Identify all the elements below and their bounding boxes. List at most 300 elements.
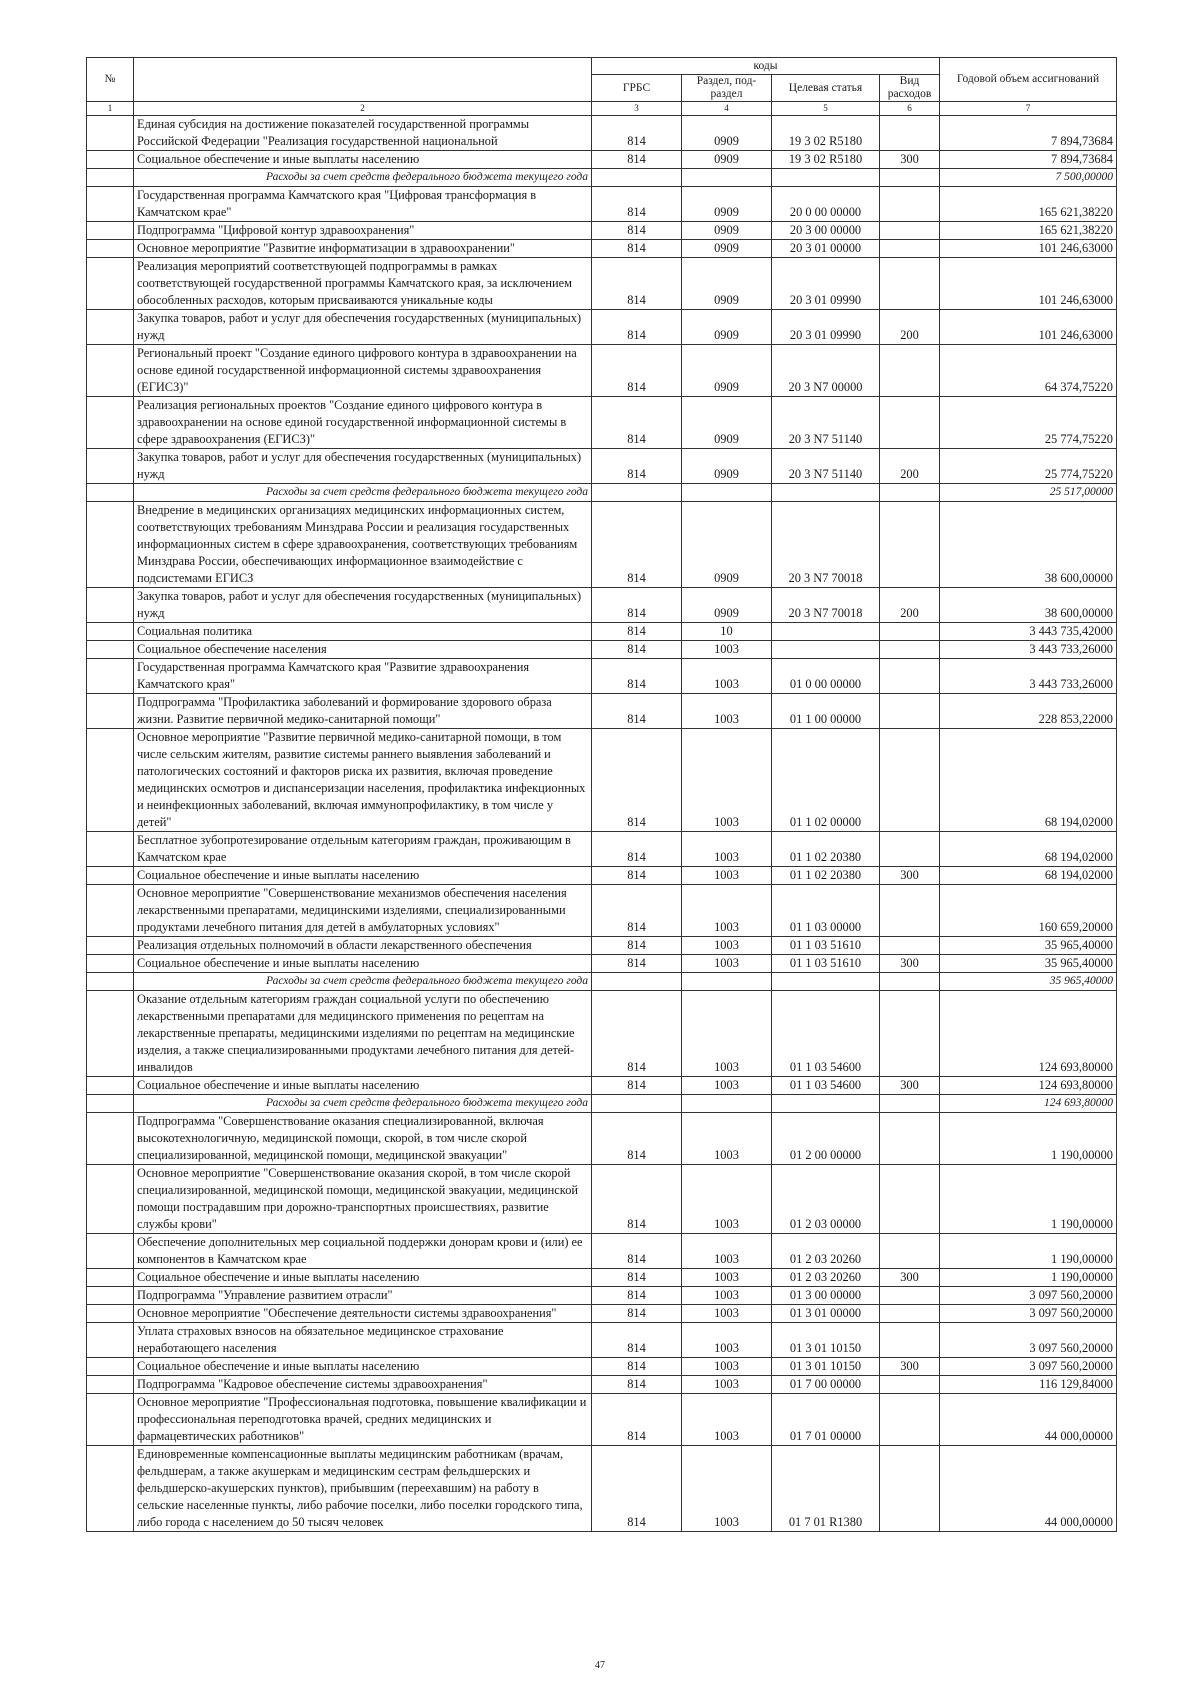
expense-type-cell <box>880 240 940 258</box>
header-expense-type: Вид расходов <box>880 75 940 102</box>
grbs-cell: 814 <box>592 240 682 258</box>
name: Подпрограмма "Совершенствование оказания специализированной, включая высокотехнологичную, медицинской помощи, скорой, в том числе скорой специализированной, медицинской помощи, медицинской эвакуации" <box>134 1113 592 1165</box>
target-cell: 01 3 00 00000 <box>772 1287 880 1305</box>
section-cell: 1003 <box>682 955 772 973</box>
section-cell: 1003 <box>682 832 772 867</box>
grbs-cell: 814 <box>592 729 682 832</box>
target-cell: 20 3 00 00000 <box>772 222 880 240</box>
table-row <box>87 1113 1117 1165</box>
expense-type-cell <box>880 222 940 240</box>
federal-budget-row <box>87 973 1117 991</box>
section-cell: 0909 <box>682 397 772 449</box>
section-cell: 1003 <box>682 1358 772 1376</box>
name: Внедрение в медицинских организациях медицинских информационных систем, соответствующих требованиям Минздрава России и реализация государственных информационных систем в сфере здравоохранения, соответствующих требованиям Минздрава России, обеспечивающих информационное взаимодействие с подсистемами ЕГИСЗ <box>134 502 592 588</box>
amount-cell: 3 097 560,20000 <box>940 1358 1117 1376</box>
amount-cell: 64 374,75220 <box>940 345 1117 397</box>
num <box>87 832 134 867</box>
grbs-cell: 814 <box>592 345 682 397</box>
expense-type-cell <box>880 937 940 955</box>
expense-type-cell <box>880 694 940 729</box>
table-row <box>87 502 1117 588</box>
num <box>87 1095 134 1113</box>
expense-type-cell <box>880 1287 940 1305</box>
num <box>87 449 134 484</box>
target-cell: 01 3 01 10150 <box>772 1358 880 1376</box>
target-cell: 20 3 N7 70018 <box>772 588 880 623</box>
amount-cell: 1 190,00000 <box>940 1234 1117 1269</box>
name: Социальное обеспечение и иные выплаты населению <box>134 151 592 169</box>
amount-cell: 35 965,40000 <box>940 973 1117 991</box>
name: Основное мероприятие "Профессиональная подготовка, повышение квалификации и профессиональная переподготовка врачей, средних медицинских и фармацевтических работников" <box>134 1394 592 1446</box>
target-cell: 01 1 03 51610 <box>772 955 880 973</box>
table-row <box>87 240 1117 258</box>
expense-type-cell: 300 <box>880 1077 940 1095</box>
col-number: 3 <box>592 102 682 116</box>
col-number: 4 <box>682 102 772 116</box>
table-row <box>87 659 1117 694</box>
expense-type-cell <box>880 258 940 310</box>
grbs-cell: 814 <box>592 1323 682 1358</box>
name: Подпрограмма "Профилактика заболеваний и формирование здорового образа жизни. Развитие первичной медико-санитарной помощи" <box>134 694 592 729</box>
expense-type-cell <box>880 484 940 502</box>
section-cell: 1003 <box>682 991 772 1077</box>
amount-cell: 124 693,80000 <box>940 1077 1117 1095</box>
table-row <box>87 867 1117 885</box>
section-cell: 0909 <box>682 222 772 240</box>
num <box>87 1165 134 1234</box>
table-row <box>87 1358 1117 1376</box>
num <box>87 973 134 991</box>
expense-type-cell <box>880 1095 940 1113</box>
amount-cell: 228 853,22000 <box>940 694 1117 729</box>
name: Основное мероприятие "Развитие первичной медико-санитарной помощи, в том числе сельским жителям, развитие системы раннего выявления заболеваний и патологических состояний и факторов риска их развития, включая проведение медицинских осмотров и диспансеризации населения, профилактика инфекционных и неинфекционных заболеваний, включая иммунопрофилактику, в том числе у детей" <box>134 729 592 832</box>
grbs-cell: 814 <box>592 1376 682 1394</box>
grbs-cell: 814 <box>592 1269 682 1287</box>
section-cell: 0909 <box>682 187 772 222</box>
grbs-cell: 814 <box>592 832 682 867</box>
expense-type-cell: 300 <box>880 1269 940 1287</box>
num <box>87 867 134 885</box>
num <box>87 484 134 502</box>
target-cell: 01 2 03 20260 <box>772 1234 880 1269</box>
grbs-cell: 814 <box>592 1305 682 1323</box>
name: Бесплатное зубопротезирование отдельным категориям граждан, проживающим в Камчатском крае <box>134 832 592 867</box>
num <box>87 1305 134 1323</box>
table-row <box>87 1165 1117 1234</box>
name: Социальное обеспечение и иные выплаты населению <box>134 867 592 885</box>
col-number: 6 <box>880 102 940 116</box>
grbs-cell: 814 <box>592 449 682 484</box>
name: Основное мероприятие "Совершенствование механизмов обеспечения населения лекарственными препаратами, медицинскими изделиями, специализированными продуктами лечебного питания для детей в амбулаторных условиях" <box>134 885 592 937</box>
table-row <box>87 885 1117 937</box>
name: Основное мероприятие "Совершенствование оказания скорой, в том числе скорой специализированной, медицинской помощи, медицинской эвакуации, медицинской помощи пострадавшим при дорожно-транспортных происшествиях, развитие службы крови" <box>134 1165 592 1234</box>
grbs-cell: 814 <box>592 1446 682 1532</box>
amount-cell: 101 246,63000 <box>940 240 1117 258</box>
name: Уплата страховых взносов на обязательное медицинское страхование неработающего населения <box>134 1323 592 1358</box>
name: Основное мероприятие "Обеспечение деятельности системы здравоохранения" <box>134 1305 592 1323</box>
expense-type-cell <box>880 1446 940 1532</box>
target-cell: 19 3 02 R5180 <box>772 116 880 151</box>
grbs-cell: 814 <box>592 1077 682 1095</box>
name: Подпрограмма "Цифровой контур здравоохранения" <box>134 222 592 240</box>
amount-cell: 165 621,38220 <box>940 187 1117 222</box>
target-cell: 01 1 02 00000 <box>772 729 880 832</box>
section-cell: 1003 <box>682 867 772 885</box>
table-row <box>87 222 1117 240</box>
expense-type-cell <box>880 187 940 222</box>
target-cell: 20 3 N7 51140 <box>772 397 880 449</box>
amount-cell: 1 190,00000 <box>940 1165 1117 1234</box>
num <box>87 937 134 955</box>
table-row <box>87 729 1117 832</box>
expense-type-cell: 200 <box>880 449 940 484</box>
amount-cell: 1 190,00000 <box>940 1269 1117 1287</box>
table-row <box>87 694 1117 729</box>
num <box>87 955 134 973</box>
page-number: 47 <box>595 1660 605 1671</box>
expense-type-cell <box>880 641 940 659</box>
target-cell <box>772 169 880 187</box>
budget-table <box>86 57 1117 1532</box>
expense-type-cell: 300 <box>880 1358 940 1376</box>
expense-type-cell <box>880 991 940 1077</box>
grbs-cell: 814 <box>592 955 682 973</box>
expense-type-cell: 300 <box>880 955 940 973</box>
expense-type-cell <box>880 169 940 187</box>
amount-cell: 7 894,73684 <box>940 151 1117 169</box>
grbs-cell: 814 <box>592 310 682 345</box>
target-cell: 01 7 01 R1380 <box>772 1446 880 1532</box>
target-cell: 01 2 03 20260 <box>772 1269 880 1287</box>
section-cell: 1003 <box>682 937 772 955</box>
grbs-cell: 814 <box>592 588 682 623</box>
section-cell: 1003 <box>682 1165 772 1234</box>
section-cell: 0909 <box>682 588 772 623</box>
amount-cell: 35 965,40000 <box>940 955 1117 973</box>
target-cell: 01 1 00 00000 <box>772 694 880 729</box>
section-cell: 1003 <box>682 1234 772 1269</box>
name: Закупка товаров, работ и услуг для обеспечения государственных (муниципальных) нужд <box>134 449 592 484</box>
section-cell: 1003 <box>682 1269 772 1287</box>
num <box>87 623 134 641</box>
col-number: 5 <box>772 102 880 116</box>
grbs-cell: 814 <box>592 116 682 151</box>
amount-cell: 25 517,00000 <box>940 484 1117 502</box>
name: Региональный проект "Создание единого цифрового контура в здравоохранении на основе единой государственной информационной системы здравоохранения (ЕГИСЗ)" <box>134 345 592 397</box>
section-cell <box>682 1095 772 1113</box>
header-name <box>134 58 592 102</box>
grbs-cell: 814 <box>592 397 682 449</box>
amount-cell: 3 097 560,20000 <box>940 1305 1117 1323</box>
amount-cell: 25 774,75220 <box>940 397 1117 449</box>
header-num: № <box>87 58 134 102</box>
expense-type-cell <box>880 623 940 641</box>
grbs-cell: 814 <box>592 1394 682 1446</box>
expense-type-cell <box>880 502 940 588</box>
num <box>87 240 134 258</box>
expense-type-cell: 300 <box>880 867 940 885</box>
section-cell: 1003 <box>682 641 772 659</box>
table-row <box>87 1376 1117 1394</box>
expense-type-cell <box>880 1305 940 1323</box>
table-row <box>87 991 1117 1077</box>
table-row <box>87 310 1117 345</box>
target-cell: 20 3 N7 70018 <box>772 502 880 588</box>
table-row <box>87 832 1117 867</box>
name: Реализация мероприятий соответствующей подпрограммы в рамках соответствующей государственной программы Камчатского края, за исключением обособленных расходов, которым присваиваются уникальные коды <box>134 258 592 310</box>
name: Реализация региональных проектов "Создание единого цифрового контура в здравоохранении на основе единой государственной информационной системы в сфере здравоохранения (ЕГИСЗ)" <box>134 397 592 449</box>
amount-cell: 124 693,80000 <box>940 1095 1117 1113</box>
col-number: 7 <box>940 102 1117 116</box>
table-row <box>87 1234 1117 1269</box>
section-cell: 1003 <box>682 1446 772 1532</box>
num <box>87 588 134 623</box>
section-cell: 1003 <box>682 1394 772 1446</box>
num <box>87 885 134 937</box>
grbs-cell: 814 <box>592 641 682 659</box>
grbs-cell: 814 <box>592 502 682 588</box>
name: Государственная программа Камчатского края "Развитие здравоохранения Камчатского края" <box>134 659 592 694</box>
grbs-cell <box>592 973 682 991</box>
grbs-cell <box>592 169 682 187</box>
target-cell: 01 3 01 00000 <box>772 1305 880 1323</box>
grbs-cell <box>592 1095 682 1113</box>
amount-cell: 165 621,38220 <box>940 222 1117 240</box>
amount-cell: 116 129,84000 <box>940 1376 1117 1394</box>
section-cell: 0909 <box>682 240 772 258</box>
num <box>87 659 134 694</box>
name: Расходы за счет средств федерального бюджета текущего года <box>134 484 592 502</box>
num <box>87 1376 134 1394</box>
num <box>87 222 134 240</box>
section-cell: 1003 <box>682 729 772 832</box>
expense-type-cell <box>880 1394 940 1446</box>
section-cell: 1003 <box>682 1113 772 1165</box>
target-cell: 01 2 00 00000 <box>772 1113 880 1165</box>
section-cell: 0909 <box>682 345 772 397</box>
table-row <box>87 116 1117 151</box>
section-cell: 1003 <box>682 1287 772 1305</box>
amount-cell: 25 774,75220 <box>940 449 1117 484</box>
col-number: 2 <box>134 102 592 116</box>
grbs-cell: 814 <box>592 151 682 169</box>
num <box>87 151 134 169</box>
section-cell: 0909 <box>682 502 772 588</box>
section-cell: 1003 <box>682 659 772 694</box>
expense-type-cell: 200 <box>880 588 940 623</box>
num <box>87 116 134 151</box>
target-cell <box>772 973 880 991</box>
name: Социальное обеспечение и иные выплаты населению <box>134 1077 592 1095</box>
amount-cell: 160 659,20000 <box>940 885 1117 937</box>
grbs-cell: 814 <box>592 222 682 240</box>
num <box>87 694 134 729</box>
expense-type-cell <box>880 659 940 694</box>
grbs-cell: 814 <box>592 258 682 310</box>
table-row <box>87 151 1117 169</box>
amount-cell: 101 246,63000 <box>940 258 1117 310</box>
num <box>87 1269 134 1287</box>
expense-type-cell <box>880 397 940 449</box>
amount-cell: 68 194,02000 <box>940 729 1117 832</box>
amount-cell: 1 190,00000 <box>940 1113 1117 1165</box>
target-cell: 20 3 N7 51140 <box>772 449 880 484</box>
num <box>87 169 134 187</box>
num <box>87 187 134 222</box>
num <box>87 1358 134 1376</box>
table-row <box>87 187 1117 222</box>
name: Социальная политика <box>134 623 592 641</box>
name: Реализация отдельных полномочий в области лекарственного обеспечения <box>134 937 592 955</box>
name: Единая субсидия на достижение показателей государственной программы Российской Федерации "Реализация государственной национальной <box>134 116 592 151</box>
target-cell: 20 3 N7 00000 <box>772 345 880 397</box>
name: Подпрограмма "Управление развитием отрасли" <box>134 1287 592 1305</box>
table-row <box>87 588 1117 623</box>
section-cell: 1003 <box>682 1305 772 1323</box>
section-cell: 0909 <box>682 449 772 484</box>
target-cell: 20 3 01 00000 <box>772 240 880 258</box>
table-row <box>87 449 1117 484</box>
section-cell: 1003 <box>682 694 772 729</box>
num <box>87 641 134 659</box>
amount-cell: 35 965,40000 <box>940 937 1117 955</box>
col-number: 1 <box>87 102 134 116</box>
target-cell: 20 3 01 09990 <box>772 258 880 310</box>
table-row <box>87 1305 1117 1323</box>
federal-budget-row <box>87 1095 1117 1113</box>
target-cell <box>772 623 880 641</box>
section-cell: 0909 <box>682 116 772 151</box>
num <box>87 991 134 1077</box>
table-row <box>87 345 1117 397</box>
amount-cell: 124 693,80000 <box>940 991 1117 1077</box>
amount-cell: 3 443 735,42000 <box>940 623 1117 641</box>
target-cell: 01 2 03 00000 <box>772 1165 880 1234</box>
section-cell: 1003 <box>682 1376 772 1394</box>
target-cell: 19 3 02 R5180 <box>772 151 880 169</box>
grbs-cell: 814 <box>592 623 682 641</box>
grbs-cell: 814 <box>592 187 682 222</box>
grbs-cell: 814 <box>592 1358 682 1376</box>
grbs-cell: 814 <box>592 1113 682 1165</box>
header-section: Раздел, под-раздел <box>682 75 772 102</box>
grbs-cell: 814 <box>592 1165 682 1234</box>
amount-cell: 3 097 560,20000 <box>940 1323 1117 1358</box>
amount-cell: 68 194,02000 <box>940 832 1117 867</box>
expense-type-cell: 200 <box>880 310 940 345</box>
table-row <box>87 641 1117 659</box>
num <box>87 310 134 345</box>
table-row <box>87 1394 1117 1446</box>
num <box>87 345 134 397</box>
section-cell <box>682 169 772 187</box>
header-codes: коды <box>592 58 940 75</box>
name: Закупка товаров, работ и услуг для обеспечения государственных (муниципальных) нужд <box>134 310 592 345</box>
table-row <box>87 1287 1117 1305</box>
table-row <box>87 937 1117 955</box>
amount-cell: 38 600,00000 <box>940 588 1117 623</box>
target-cell: 01 1 03 51610 <box>772 937 880 955</box>
num <box>87 1234 134 1269</box>
amount-cell: 44 000,00000 <box>940 1446 1117 1532</box>
grbs-cell: 814 <box>592 1287 682 1305</box>
amount-cell: 38 600,00000 <box>940 502 1117 588</box>
target-cell <box>772 484 880 502</box>
expense-type-cell: 300 <box>880 151 940 169</box>
table-row <box>87 1323 1117 1358</box>
expense-type-cell <box>880 116 940 151</box>
grbs-cell: 814 <box>592 1234 682 1269</box>
amount-cell: 3 097 560,20000 <box>940 1287 1117 1305</box>
target-cell <box>772 1095 880 1113</box>
num <box>87 729 134 832</box>
num <box>87 1113 134 1165</box>
section-cell: 0909 <box>682 310 772 345</box>
name: Закупка товаров, работ и услуг для обеспечения государственных (муниципальных) нужд <box>134 588 592 623</box>
num <box>87 1394 134 1446</box>
expense-type-cell <box>880 729 940 832</box>
target-cell: 01 7 01 00000 <box>772 1394 880 1446</box>
grbs-cell: 814 <box>592 659 682 694</box>
expense-type-cell <box>880 1323 940 1358</box>
table-body <box>87 116 1117 1532</box>
header-annual: Годовой объем ассигнований <box>940 58 1117 102</box>
target-cell: 01 7 00 00000 <box>772 1376 880 1394</box>
section-cell <box>682 973 772 991</box>
grbs-cell: 814 <box>592 937 682 955</box>
expense-type-cell <box>880 832 940 867</box>
amount-cell: 7 500,00000 <box>940 169 1117 187</box>
section-cell: 1003 <box>682 1323 772 1358</box>
target-cell: 01 1 03 54600 <box>772 991 880 1077</box>
num <box>87 1323 134 1358</box>
target-cell: 20 0 00 00000 <box>772 187 880 222</box>
name: Оказание отдельным категориям граждан социальной услуги по обеспечению лекарственными препаратами для медицинского применения по рецептам на лекарственные препараты, медицинскими изделиями по рецептам на медицинские изделия, а также специализированными продуктами лечебного питания для детей-инвалидов <box>134 991 592 1077</box>
name: Подпрограмма "Кадровое обеспечение системы здравоохранения" <box>134 1376 592 1394</box>
num <box>87 258 134 310</box>
table-header <box>87 58 1117 116</box>
grbs-cell: 814 <box>592 694 682 729</box>
target-cell: 01 1 02 20380 <box>772 832 880 867</box>
federal-budget-row <box>87 169 1117 187</box>
table-row <box>87 1077 1117 1095</box>
expense-type-cell <box>880 973 940 991</box>
expense-type-cell <box>880 1234 940 1269</box>
target-cell: 20 3 01 09990 <box>772 310 880 345</box>
name: Социальное обеспечение и иные выплаты населению <box>134 1269 592 1287</box>
num <box>87 502 134 588</box>
amount-cell: 3 443 733,26000 <box>940 641 1117 659</box>
expense-type-cell <box>880 1113 940 1165</box>
target-cell: 01 1 02 20380 <box>772 867 880 885</box>
section-cell: 0909 <box>682 151 772 169</box>
name: Расходы за счет средств федерального бюджета текущего года <box>134 1095 592 1113</box>
name: Расходы за счет средств федерального бюджета текущего года <box>134 169 592 187</box>
section-cell: 1003 <box>682 1077 772 1095</box>
table-row <box>87 1446 1117 1532</box>
target-cell: 01 3 01 10150 <box>772 1323 880 1358</box>
amount-cell: 3 443 733,26000 <box>940 659 1117 694</box>
table-row <box>87 397 1117 449</box>
table-row <box>87 258 1117 310</box>
num <box>87 397 134 449</box>
grbs-cell <box>592 484 682 502</box>
section-cell: 0909 <box>682 258 772 310</box>
target-cell <box>772 641 880 659</box>
name: Социальное обеспечение и иные выплаты населению <box>134 1358 592 1376</box>
grbs-cell: 814 <box>592 867 682 885</box>
num <box>87 1446 134 1532</box>
